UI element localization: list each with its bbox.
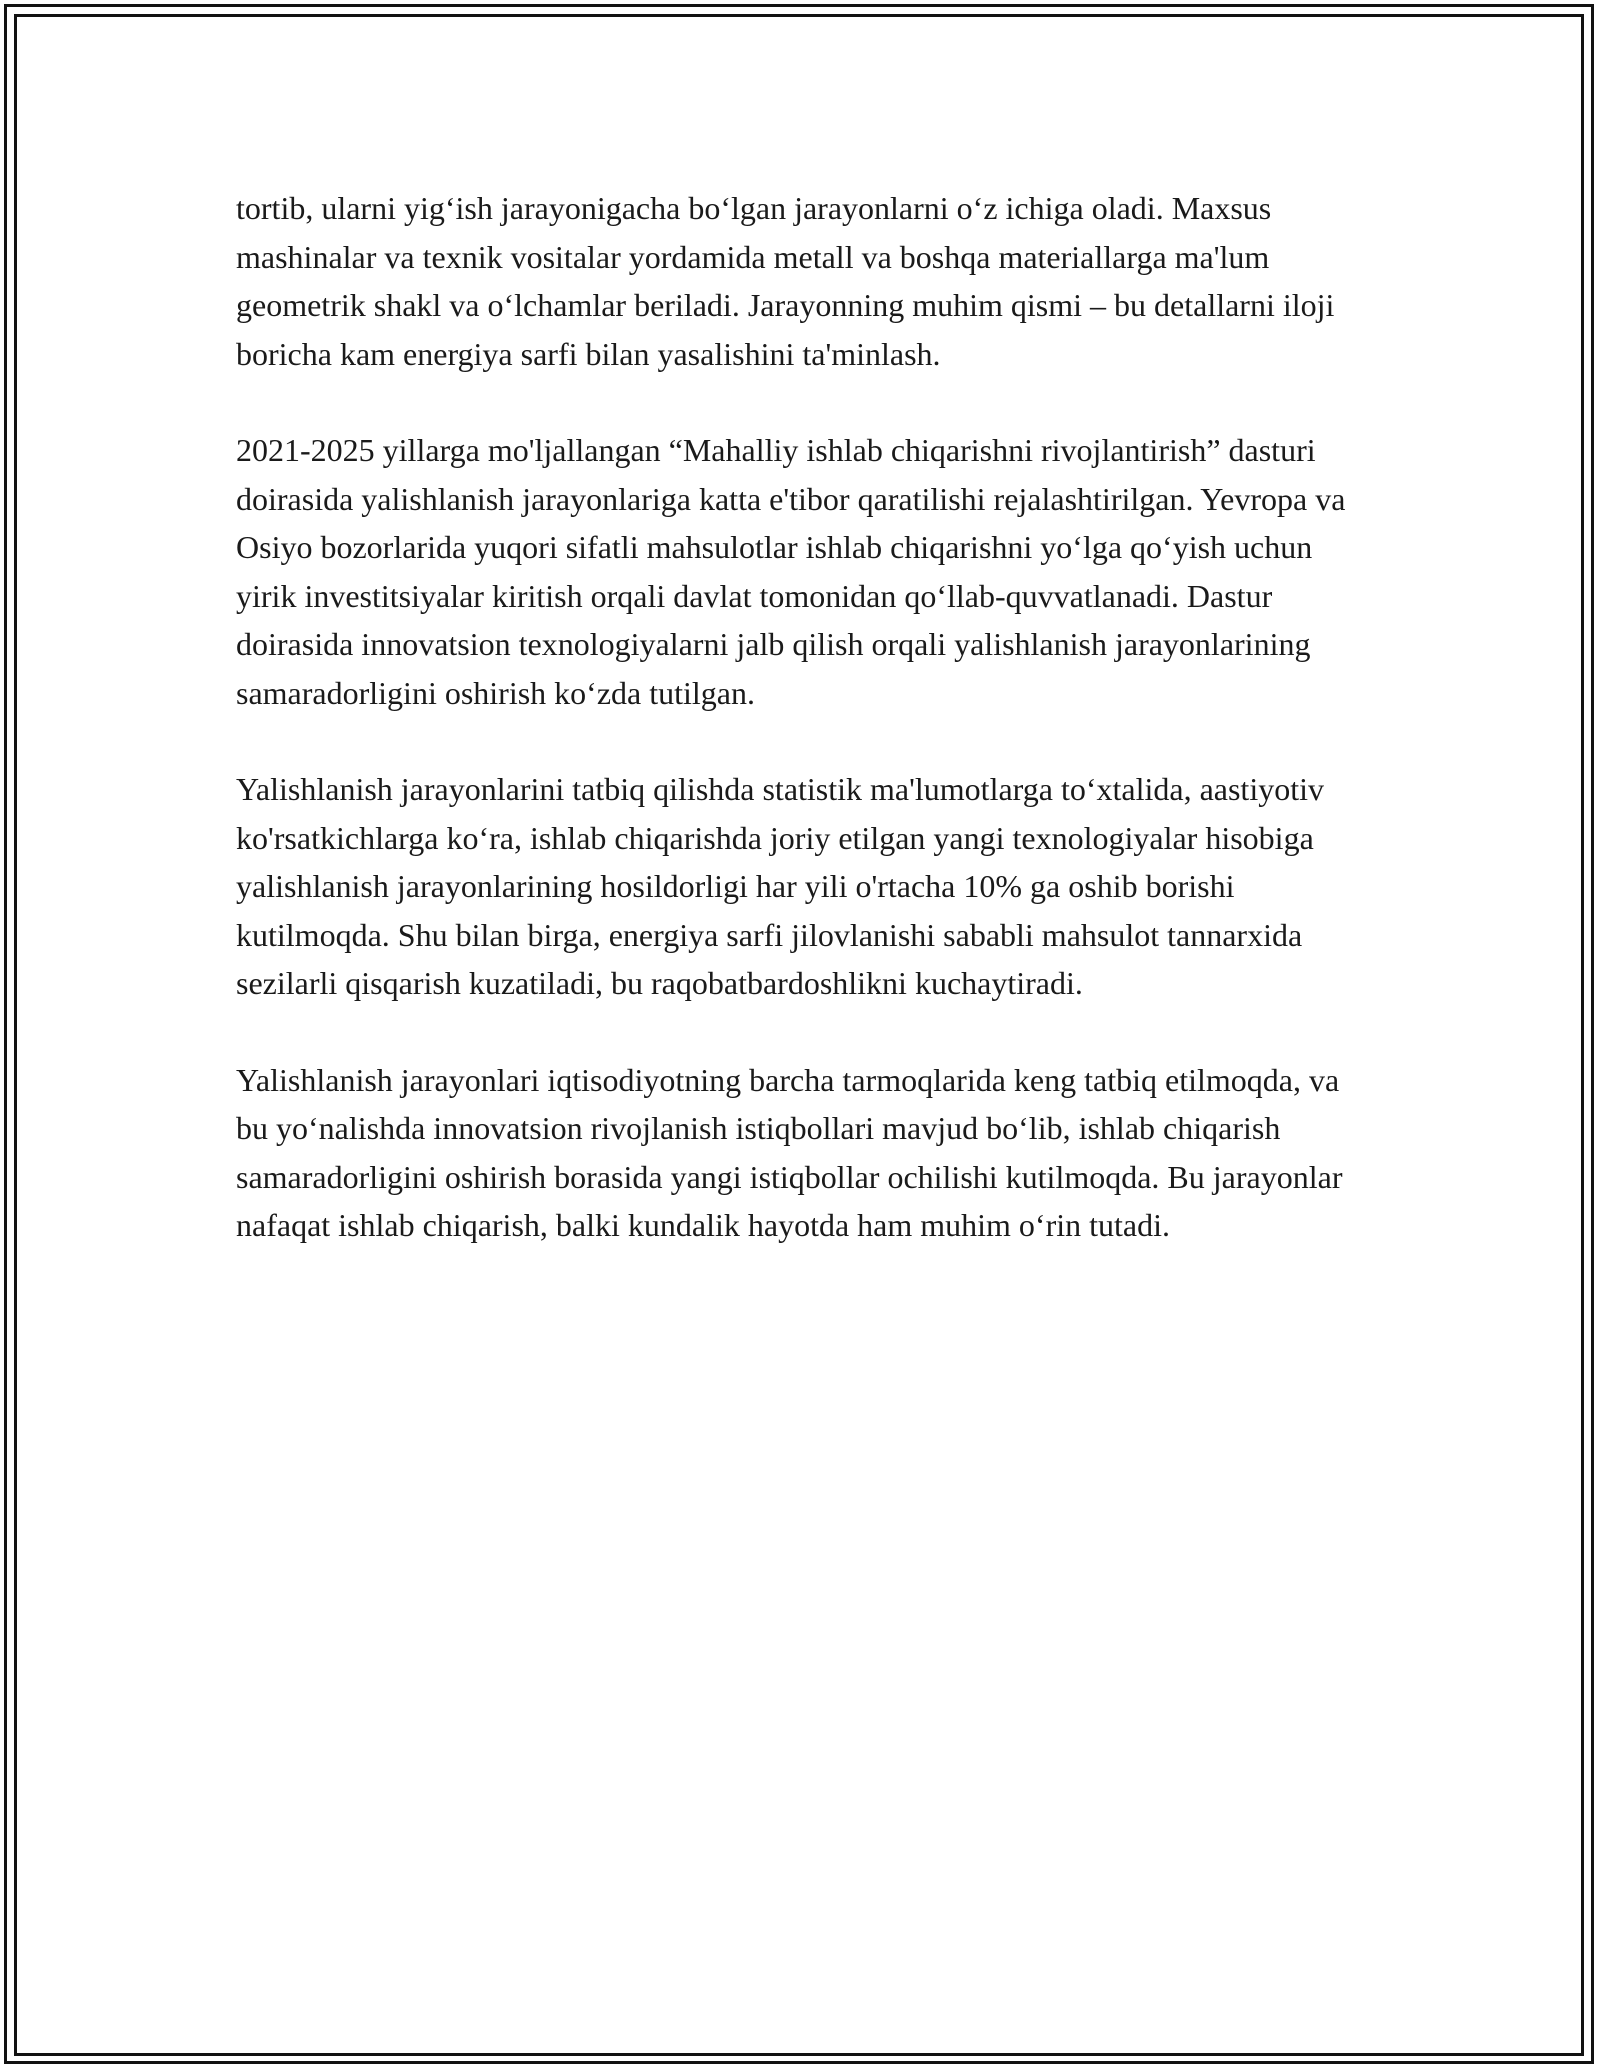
document-body xyxy=(236,184,1376,1298)
paragraph-3: Yalishlanish jarayonlarini tatbiq qilishda statistik ma'lumotlarga to‘xtalida, aastiyotiv ko'rsatkichlarga ko‘ra, ishlab chiqarishda joriy etilgan yangi texnologiyalar hisobiga yalishlanish jarayonlarining hosildorligi har yili o'rtacha 10% ga oshib borishi kutilmoqda. Shu bilan birga, energiya sarfi jilovlanishi sababli mahsulot tannarxida sezilarli qisqarish kuzatiladi, bu raqobatbardoshlikni kuchaytiradi. xyxy=(236,771,1324,1001)
paragraph-1: tortib, ularni yig‘ish jarayonigacha bo‘lgan jarayonlarni o‘z ichiga oladi. Maxsus mashinalar va texnik vositalar yordamida metall va boshqa materiallarga ma'lum geometrik shakl va o‘lchamlar beriladi. Jarayonning muhim qismi – bu detallarni iloji boricha kam energiya sarfi bilan yasalishini ta'minlash. xyxy=(236,190,1335,372)
paragraph-2: 2021-2025 yillarga mo'ljallangan “Mahalliy ishlab chiqarishni rivojlantirish” dasturi doirasida yalishlanish jarayonlariga katta e'tibor qaratilishi rejalashtirilgan. Yevropa va Osiyo bozorlarida yuqori sifatli mahsulotlar ishlab chiqarishni yo‘lga qo‘yish uchun yirik investitsiyalar kiritish orqali davlat tomonidan qo‘llab-quvvatlanadi. Dastur doirasida innovatsion texnologiyalarni jalb qilish orqali yalishlanish jarayonlarining samaradorligini oshirish ko‘zda tutilgan. xyxy=(236,432,1346,711)
paragraph-4: Yalishlanish jarayonlari iqtisodiyotning barcha tarmoqlarida keng tatbiq etilmoqda, va bu yo‘nalishda innovatsion rivojlanish istiqbollari mavjud bo‘lib, ishlab chiqarish samaradorligini oshirish borasida yangi istiqbollar ochilishi kutilmoqda. Bu jarayonlar nafaqat ishlab chiqarish, balki kundalik hayotda ham muhim o‘rin tutadi. xyxy=(236,1061,1343,1243)
